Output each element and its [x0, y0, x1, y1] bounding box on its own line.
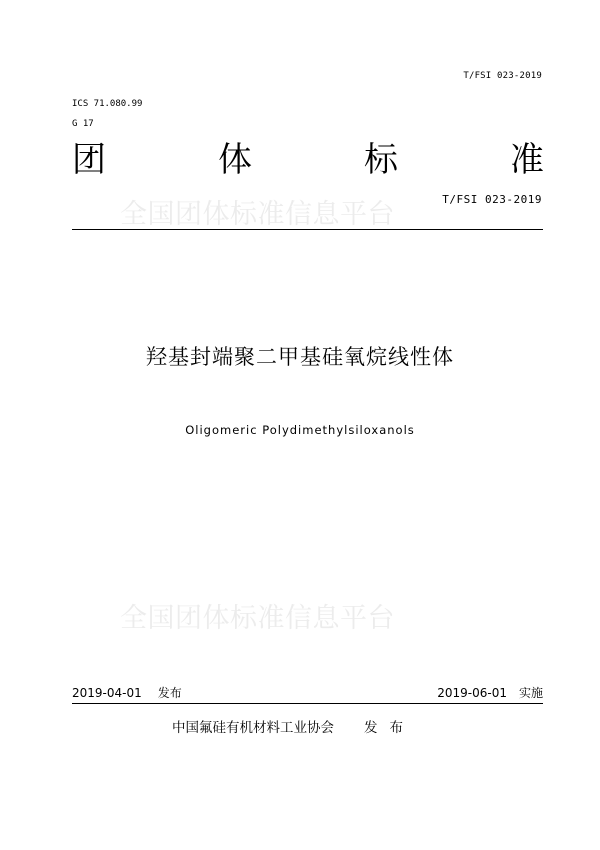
document-title-en: Oligomeric Polydimethylsiloxanols [185, 423, 415, 437]
header-standard-code: T/FSI 023-2019 [463, 71, 542, 81]
issue-date: 2019-04-01 [72, 686, 142, 700]
issue-label: 发布 [157, 686, 182, 700]
ics-code: ICS 71.080.99 [72, 99, 143, 109]
divider-top [72, 229, 543, 230]
heading-char-2: 体 [218, 140, 252, 180]
watermark-bottom: 全国团体标准信息平台 [120, 603, 395, 634]
issuer-publish-label: 发布 [364, 720, 415, 736]
document-title-zh: 羟基封端聚二甲基硅氧烷线性体 [146, 345, 454, 369]
standard-number: T/FSI 023-2019 [442, 193, 542, 206]
implement-date-line [437, 684, 543, 701]
ccs-code: G 17 [72, 119, 94, 129]
heading-char-3: 标 [364, 140, 398, 180]
issuer-line [172, 716, 415, 736]
issuer-name: 中国氟硅有机材料工业协会 [172, 720, 334, 736]
implement-label: 实施 [518, 686, 543, 700]
divider-bottom [72, 703, 543, 704]
heading-char-1: 团 [72, 140, 106, 180]
heading-char-4: 准 [510, 140, 544, 180]
implement-date: 2019-06-01 [437, 686, 507, 700]
issue-date-line [72, 684, 182, 701]
watermark-top: 全国团体标准信息平台 [120, 199, 395, 230]
standard-type-heading [72, 138, 544, 182]
